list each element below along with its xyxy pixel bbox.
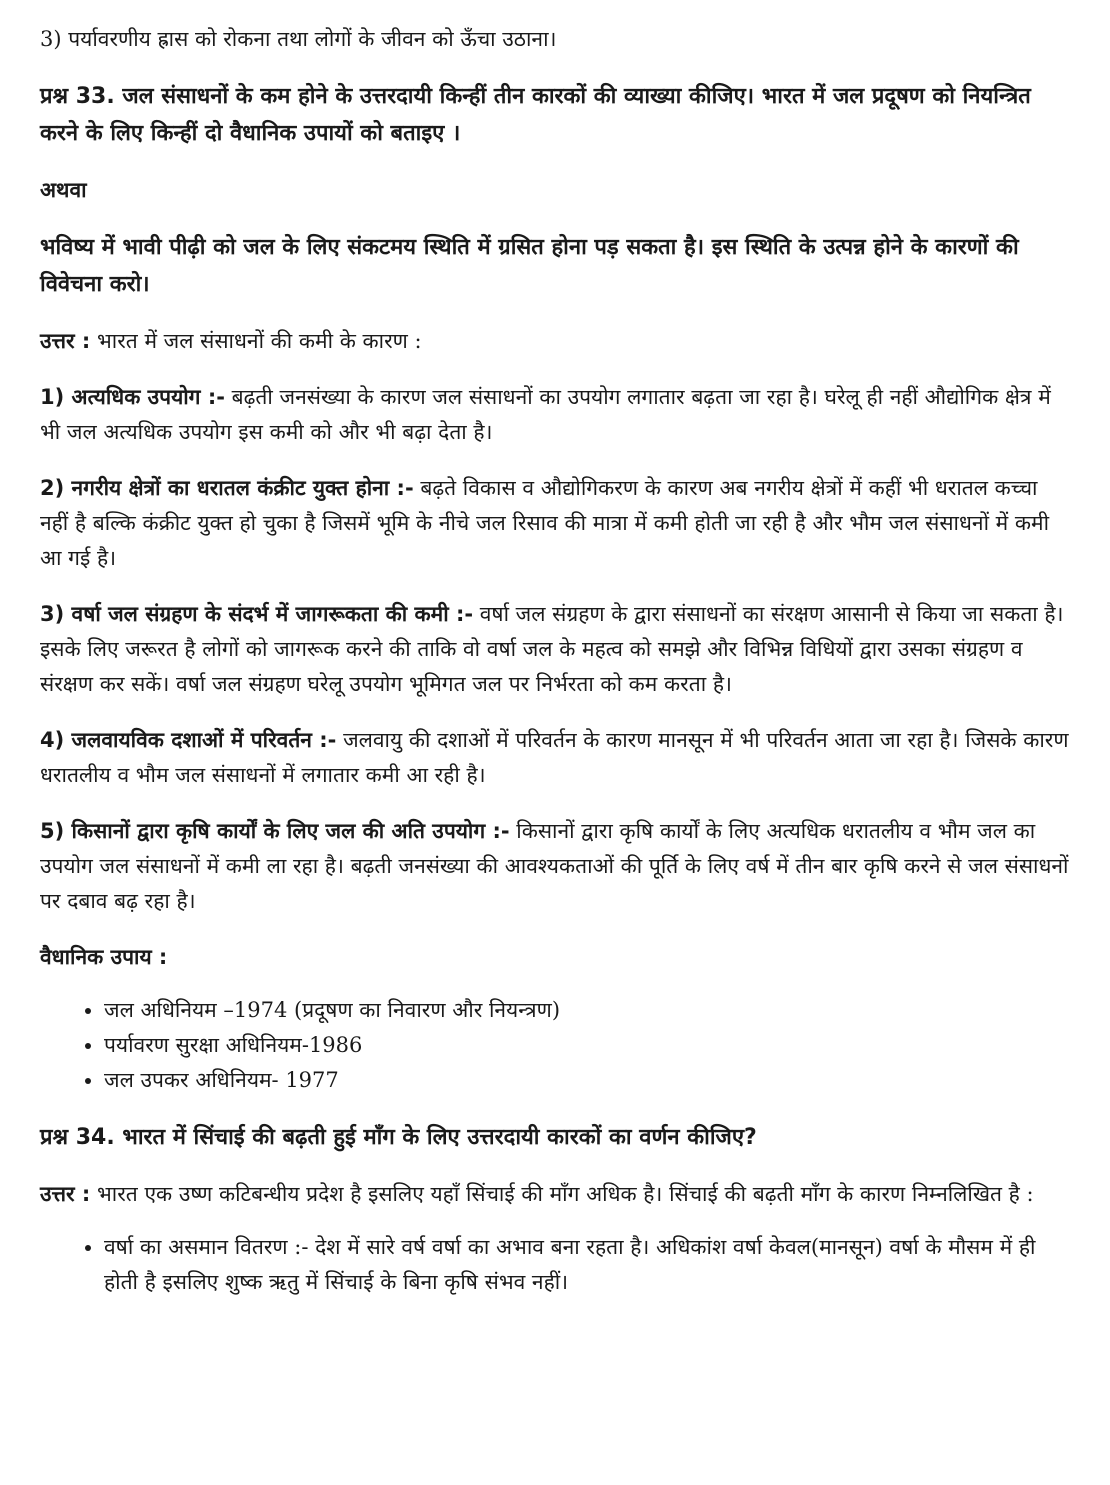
point-text: बढ़ती जनसंख्या के कारण जल संसाधनों का उपयोग लगातार बढ़ता जा रहा है। घरेलू ही नहीं औद्योगिक क्षेत्र में भी जल अत्यधिक उपयोग इस कमी को और भी बढ़ा देता है। [40,385,1051,444]
or-label: अथवा [40,178,87,202]
point-1 [40,380,1070,450]
point-title: 4) जलवायविक दशाओं में परिवर्तन :- [40,728,337,752]
point-text: जलवायु की दशाओं में परिवर्तन के कारण मानसून में भी परिवर्तन आता जा रहा है। जिसके कारण धरातलीय व भौम जल संसाधनों में लगातार कमी आ रही है। [40,728,1069,787]
question-34: प्रश्न 34. भारत में सिंचाई की बढ़ती हुई माँग के लिए उत्तरदायी कारकों का वर्णन कीजिए? [40,1125,757,1150]
point-title: 1) अत्यधिक उपयोग :- [40,385,225,409]
point-title: 5) किसानों द्वारा कृषि कार्यों के लिए जल की अति उपयोग :- [40,819,510,843]
answer-33 [40,324,1070,359]
answer-34 [40,1177,1070,1212]
legal-heading: वैधानिक उपाय : [40,945,168,969]
answer-intro: भारत में जल संसाधनों की कमी के कारण : [90,329,422,353]
question-33: प्रश्न 33. जल संसाधनों के कम होने के उत्तरदायी किन्हीं तीन कारकों की व्याख्या कीजिए। भारत में जल प्रदूषण को नियन्त्रित करने के लिए किन्हीं दो वैधानिक उपायों को बताइए । [40,84,1031,146]
point-5 [40,814,1070,919]
answer-intro: भारत एक उष्ण कटिबन्धीय प्रदेश है इसलिए यहाँ सिंचाई की माँग अधिक है। सिंचाई की बढ़ती माँग के कारण निम्नलिखित है : [90,1182,1034,1206]
point-title: 3) वर्षा जल संग्रहण के संदर्भ में जागरूकता की कमी :- [40,602,474,626]
point-text: वर्षा जल संग्रहण के द्वारा संसाधनों का संरक्षण आसानी से किया जा सकता है। इसके लिए जरूरत है लोगों को जागरूक करने की ताकि वो वर्षा जल के महत्व को समझे और विभिन्न विधियों द्वारा उसका संग्रहण व संरक्षण कर सकें। वर्षा जल संग्रहण घरेलू उपयोग भूमिगत जल पर निर्भरता को कम करता है। [40,602,1064,696]
point-3 [40,597,1070,702]
list-item: • जल उपकर अधिनियम- 1977 [104,1063,1070,1098]
legal-list [40,993,1070,1098]
point-2 [40,471,1070,576]
point-title: 2) नगरीय क्षेत्रों का धरातल कंक्रीट युक्त होना :- [40,476,414,500]
answer-label: उत्तर : [40,1182,91,1206]
alternate-question: भविष्य में भावी पीढ़ी को जल के लिए संकटमय स्थिति में ग्रसित होना पड़ सकता है। इस स्थिति के उत्पन्न होने के कारणों की विवेचना करो। [40,235,1019,297]
point-4 [40,723,1070,793]
list-item: • जल अधिनियम –1974 (प्रदूषण का निवारण और नियन्त्रण) [104,993,1070,1028]
point-text: बढ़ते विकास व औद्योगिकरण के कारण अब नगरीय क्षेत्रों में कहीं भी धरातल कच्चा नहीं है बल्कि कंक्रीट युक्त हो चुका है जिसमें भूमि के नीचे जल रिसाव की मात्रा में कमी होती जा रही है और भौम जल संसाधनों में कमी आ गई है। [40,476,1050,570]
answer-label: उत्तर : [40,329,91,353]
reasons-list [40,1230,1070,1300]
list-item: • पर्यावरण सुरक्षा अधिनियम-1986 [104,1028,1070,1063]
intro-line: 3) पर्यावरणीय ह्रास को रोकना तथा लोगों के जीवन को ऊँचा उठाना। [40,27,557,51]
point-text: किसानों द्वारा कृषि कार्यों के लिए अत्यधिक धरातलीय व भौम जल का उपयोग जल संसाधनों में कमी ला रहा है। बढ़ती जनसंख्या की आवश्यकताओं की पूर्ति के लिए वर्ष में तीन बार कृषि करने से जल संसाधनों पर दबाव बढ़ रहा है। [40,819,1069,913]
list-item: • वर्षा का असमान वितरण :- देश में सारे वर्ष वर्षा का अभाव बना रहता है। अधिकांश वर्षा केवल(मानसून) वर्षा के मौसम में ही होती है इसलिए शुष्क ऋतु में सिंचाई के बिना कृषि संभव नहीं। [104,1230,1070,1300]
